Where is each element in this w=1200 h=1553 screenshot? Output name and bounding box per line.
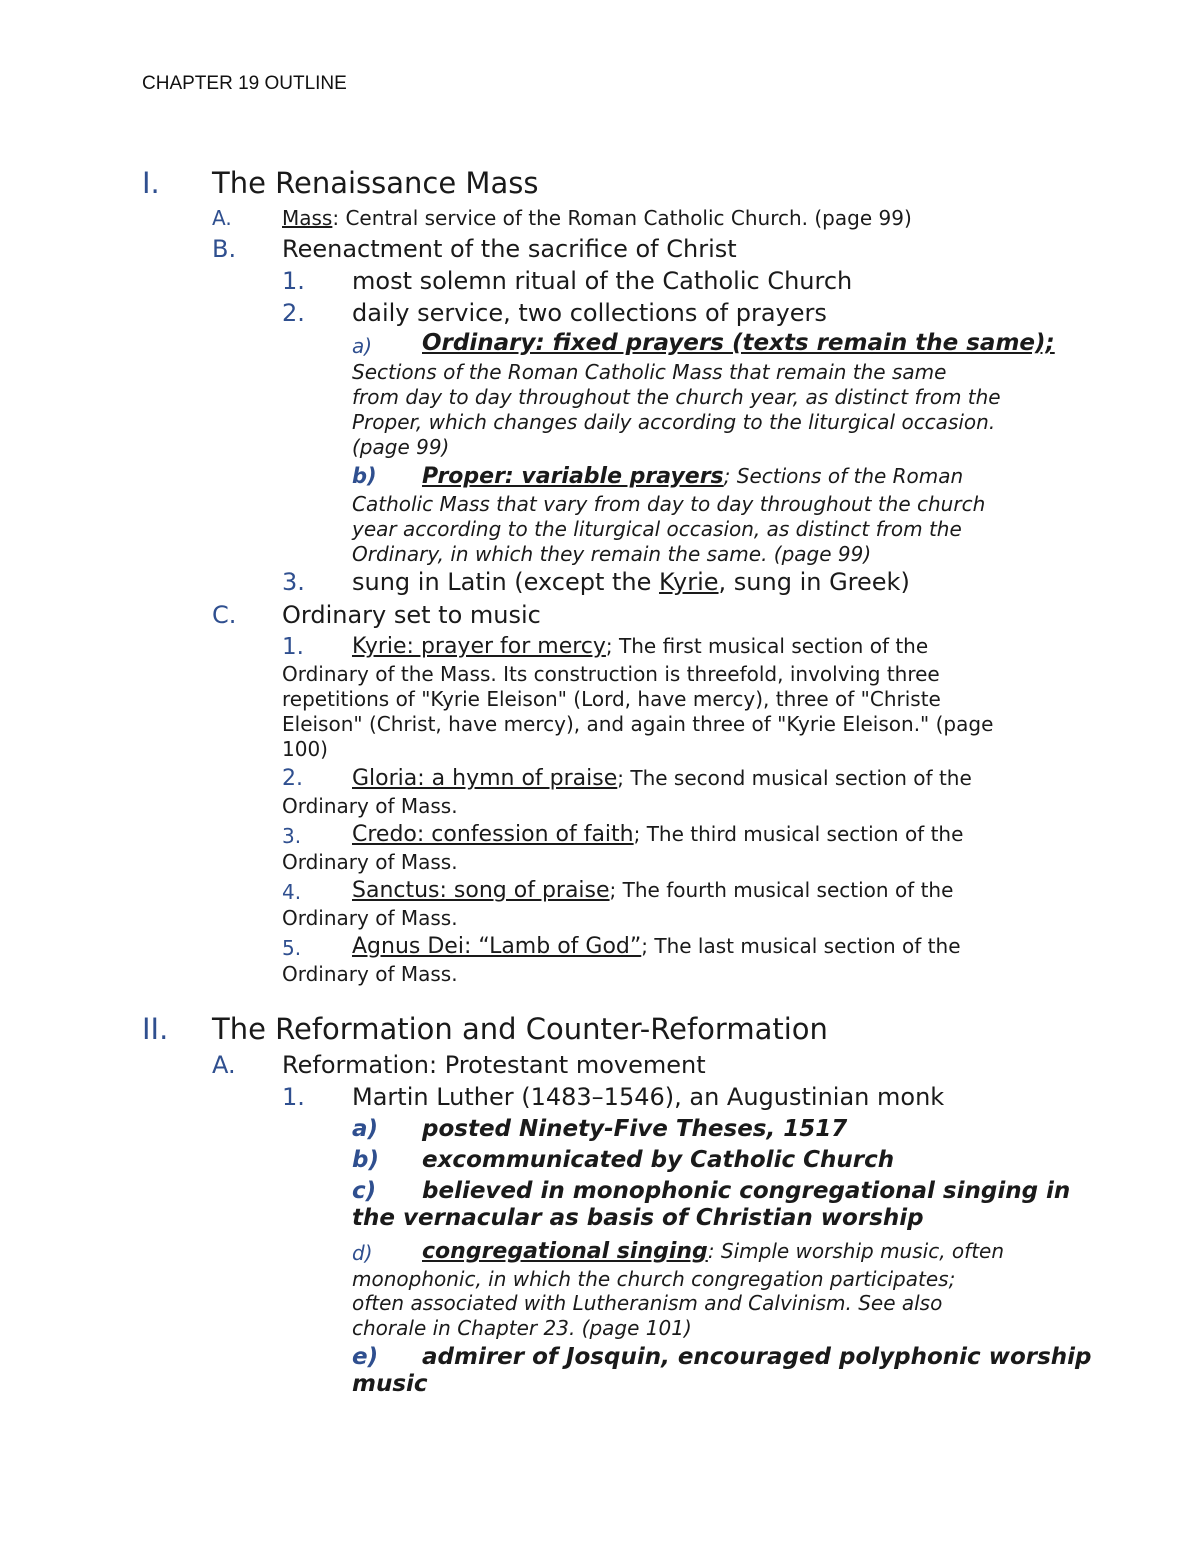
section-title: The Reformation and Counter-Reformation <box>212 1012 828 1046</box>
definition-line: ; The fourth musical section of the <box>609 878 954 902</box>
item-marker: b) <box>352 1147 379 1173</box>
definition-line: often associated with Lutheranism and Calvinism. See also <box>352 1291 943 1315</box>
item-marker: 1. <box>282 634 304 660</box>
item-marker: 1. <box>282 267 305 295</box>
item-marker: B. <box>212 235 237 263</box>
section-number: II. <box>142 1012 169 1046</box>
term-agnus-dei: Agnus Dei: “Lamb of God” <box>352 934 642 959</box>
item-marker: a) <box>352 1116 379 1142</box>
item-title: Ordinary set to music <box>282 601 541 629</box>
term-ordinary: Ordinary: fixed prayers (texts remain the same); <box>422 330 1055 356</box>
item-text: : Central service of the Roman Catholic Church. (page 99) <box>332 206 912 230</box>
definition-line: ; The third musical section of the <box>633 822 964 846</box>
item-text: posted Ninety-Five Theses, 1517 <box>422 1116 848 1142</box>
definition-line: Ordinary of Mass. <box>282 794 458 818</box>
definition-line: Ordinary of the Mass. Its construction is threefold, involving three <box>282 662 940 686</box>
definition-line: ; The first musical section of the <box>605 634 929 658</box>
item-marker: d) <box>352 1241 373 1265</box>
definition-line: Ordinary of Mass. <box>282 962 458 986</box>
term-mass: Mass <box>282 206 333 230</box>
item-marker: a) <box>352 334 373 358</box>
definition-line: year according to the liturgical occasion, as distinct from the <box>352 517 962 541</box>
definition-line: from day to day throughout the church year, as distinct from the <box>352 385 1001 409</box>
item-marker: A. <box>212 1051 236 1079</box>
item-text: Martin Luther (1483–1546), an Augustinian monk <box>352 1083 945 1111</box>
term-proper: Proper: variable prayers <box>422 464 724 489</box>
item-marker: c) <box>352 1178 377 1204</box>
item-text: excommunicated by Catholic Church <box>422 1147 895 1173</box>
definition-line: (page 99) <box>352 435 450 459</box>
section-number: I. <box>142 166 160 200</box>
item-text: sung in Latin (except the <box>352 568 660 596</box>
item-marker: 5. <box>282 936 302 960</box>
page-header: CHAPTER 19 OUTLINE <box>142 73 347 94</box>
item-marker: b) <box>352 464 377 488</box>
definition-line: Sections of the Roman Catholic Mass that remain the same <box>352 360 947 384</box>
item-marker: 2. <box>282 299 305 327</box>
term-sanctus: Sanctus: song of praise <box>352 878 610 903</box>
definition-line: repetitions of "Kyrie Eleison" (Lord, have mercy), three of "Christe <box>282 687 941 711</box>
item-marker: A. <box>212 206 232 230</box>
item-marker: 1. <box>282 1083 305 1111</box>
definition-line: Ordinary of Mass. <box>282 850 458 874</box>
item-text: believed in monophonic congregational singing in <box>422 1178 1071 1204</box>
item-marker: 2. <box>282 766 303 791</box>
item-text: , sung in Greek) <box>718 568 910 596</box>
item-text: daily service, two collections of prayers <box>352 299 827 327</box>
item-marker: C. <box>212 601 237 629</box>
definition-line: 100) <box>282 737 328 761</box>
item-marker: e) <box>352 1344 379 1370</box>
term-credo: Credo: confession of faith <box>352 822 634 847</box>
term-gloria: Gloria: a hymn of praise <box>352 766 618 791</box>
item-text: most solemn ritual of the Catholic Church <box>352 267 853 295</box>
definition-line: chorale in Chapter 23. (page 101) <box>352 1316 692 1340</box>
item-marker: 4. <box>282 880 302 904</box>
term-kyrie: Kyrie <box>659 568 719 596</box>
definition-line: : Simple worship music, often <box>707 1239 1005 1263</box>
term-kyrie-prayer: Kyrie: prayer for mercy <box>352 634 606 659</box>
definition-line: ; The last musical section of the <box>641 934 961 958</box>
term-congregational-singing: congregational singing <box>422 1239 708 1264</box>
definition-line: ; Sections of the Roman <box>723 464 964 488</box>
definition-line: ; The second musical section of the <box>617 766 972 790</box>
definition-line: Ordinary of Mass. <box>282 906 458 930</box>
definition-line: Ordinary, in which they remain the same. (page 99) <box>352 542 872 566</box>
item-marker: 3. <box>282 568 305 596</box>
definition-line: Proper, which changes daily according to the liturgical occasion. <box>352 410 996 434</box>
definition-line: monophonic, in which the church congregation participates; <box>352 1267 956 1291</box>
definition-line: Catholic Mass that vary from day to day throughout the church <box>352 492 986 516</box>
item-text: the vernacular as basis of Christian worship <box>352 1205 924 1231</box>
section-title: The Renaissance Mass <box>212 166 539 200</box>
item-text: music <box>352 1371 428 1397</box>
item-title: Reenactment of the sacrifice of Christ <box>282 235 737 263</box>
item-text: admirer of Josquin, encouraged polyphonic worship <box>422 1344 1092 1370</box>
definition-line: Eleison" (Christ, have mercy), and again three of "Kyrie Eleison." (page <box>282 712 994 736</box>
item-marker: 3. <box>282 824 302 848</box>
item-title: Reformation: Protestant movement <box>282 1051 706 1079</box>
